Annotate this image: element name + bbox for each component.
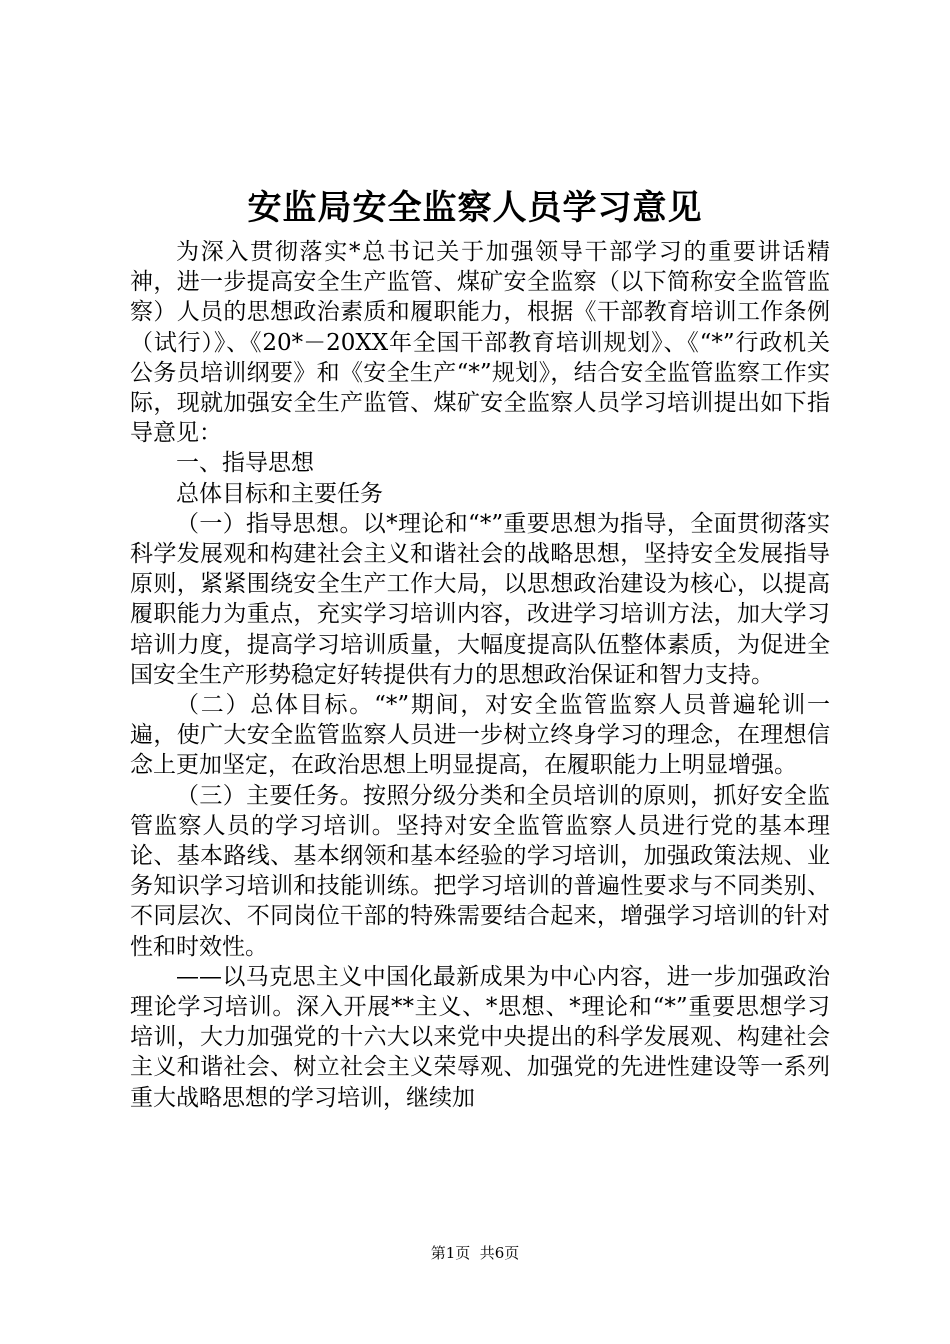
paragraph-overall-goal: （二）总体目标。“*”期间，对安全监管监察人员普遍轮训一遍，使广大安全监管监察人员进一步树立终身学习的理念，在理想信念上更加坚定，在政治思想上明显提高，在履职能力上明显增强。 <box>130 692 830 779</box>
page-footer: 第1页 共6页 <box>430 1244 520 1262</box>
document-title: 安监局安全监察人员学习意见 <box>247 188 703 228</box>
heading-guiding-ideology: 一、指导思想 <box>176 450 314 477</box>
paragraph-guiding-ideology: （一）指导思想。以*理论和“*”重要思想为指导，全面贯彻落实科学发展观和构建社会主义和谐社会的战略思想，坚持安全发展指导原则，紧紧围绕安全生产工作大局，以思想政治建设为核心，以提高履职能力为重点，充实学习培训内容，改进学习培训方法，加大学习培训力度，提高学习培训质量，大幅度提高队伍整体素质，为促进全国安全生产形势稳定好转提供有力的思想政治保证和智力支持。 <box>130 510 830 688</box>
paragraph-main-tasks: （三）主要任务。按照分级分类和全员培训的原则，抓好安全监管监察人员的学习培训。坚持对安全监管监察人员进行党的基本理论、基本路线、基本纲领和基本经验的学习培训，加强政策法规、业务知识学习培训和技能训练。把学习培训的普遍性要求与不同类别、不同层次、不同岗位干部的特殊需要结合起来，增强学习培训的针对性和时效性。 <box>130 782 830 960</box>
document-body <box>130 237 830 1113</box>
paragraph-political-theory: ——以马克思主义中国化最新成果为中心内容，进一步加强政治理论学习培训。深入开展**主义、*思想、*理论和“*”重要思想学习培训，大力加强党的十六大以来党中央提出的科学发展观、构建社会主义和谐社会、树立社会主义荣辱观、加强党的先进性建设等一系列重大战略思想的学习培训，继续加 <box>130 963 830 1111</box>
heading-goals-and-tasks: 总体目标和主要任务 <box>176 480 383 507</box>
paragraph-intro: 为深入贯彻落实*总书记关于加强领导干部学习的重要讲话精神，进一步提高安全生产监管、煤矿安全监察（以下简称安全监管监察）人员的思想政治素质和履职能力，根据《干部教育培训工作条例（试行）》、《20*－20XX年全国干部教育培训规划》、《“*”行政机关公务员培训纲要》和《安全生产“*”规划》，结合安全监管监察工作实际，现就加强安全生产监管、煤矿安全监察人员学习培训提出如下指导意见： <box>130 239 830 447</box>
